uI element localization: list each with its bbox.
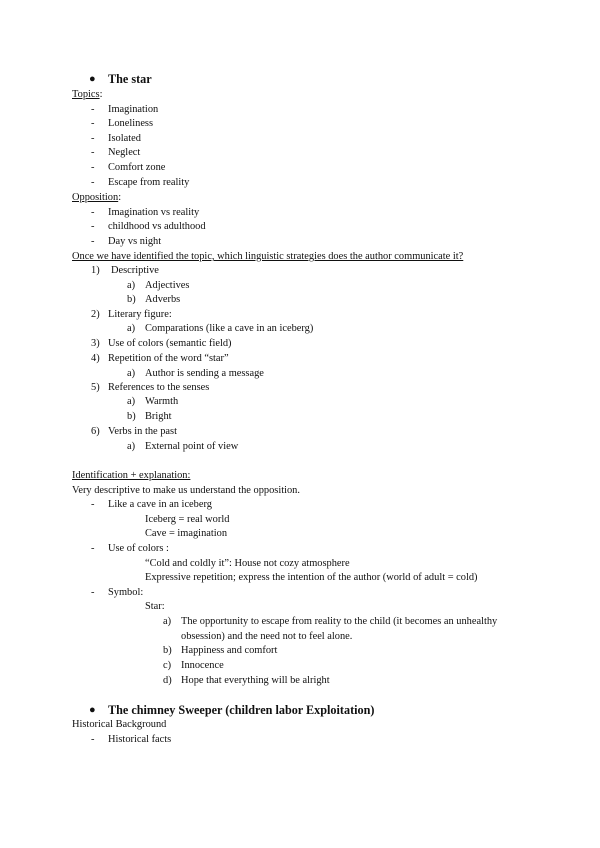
- strategy-item: Repetition of the word “star”: [108, 353, 229, 364]
- strategy-item: References to the senses: [108, 382, 210, 393]
- star-point: Happiness and comfort: [181, 645, 278, 656]
- strategy-subitem: Adverbs: [145, 294, 181, 305]
- bullet-icon: ●: [89, 704, 96, 716]
- list-number: 5): [91, 382, 100, 393]
- opposition-item: Day vs night: [108, 236, 162, 247]
- dash-icon: -: [91, 207, 95, 218]
- list-number: 1): [91, 265, 100, 276]
- background-heading: Historical Background: [72, 719, 167, 730]
- colors-detail: “Cold and coldly it”: House not cozy atmosphere: [145, 558, 350, 569]
- list-letter: b): [127, 411, 136, 422]
- dash-icon: -: [91, 147, 95, 158]
- identification-intro: Very descriptive to make us understand the opposition.: [72, 485, 300, 496]
- strategy-item: Literary figure:: [108, 309, 172, 320]
- strategy-subitem: Author is sending a message: [145, 368, 264, 379]
- list-letter: a): [127, 280, 136, 291]
- strategy-subitem: Comparations (like a cave in an iceberg): [145, 323, 314, 334]
- identification-heading: Identification + explanation:: [72, 470, 191, 481]
- opposition-item: Imagination vs reality: [108, 207, 200, 218]
- strategies-question: Once we have identified the topic, which linguistic strategies does the author communicate it?: [72, 251, 464, 262]
- strategy-subitem: External point of view: [145, 441, 239, 452]
- star-point: Innocence: [181, 660, 224, 671]
- topics-heading: [72, 88, 102, 102]
- list-letter: c): [163, 660, 172, 671]
- opposition-label: Opposition: [72, 192, 119, 203]
- dash-icon: -: [91, 104, 95, 115]
- star-label: Star:: [145, 601, 165, 612]
- dash-icon: -: [91, 499, 95, 510]
- colors-item: Use of colors :: [108, 543, 169, 554]
- strategy-item: Verbs in the past: [108, 426, 177, 437]
- list-letter: a): [127, 368, 136, 379]
- list-letter: b): [163, 645, 172, 656]
- topics-label: Topics: [72, 89, 100, 100]
- list-letter: a): [127, 396, 136, 407]
- star-point: The opportunity to escape from reality to the child (it becomes an unhealthy: [181, 616, 498, 627]
- opposition-heading: [72, 191, 121, 205]
- topics-colon: :: [99, 89, 103, 100]
- list-letter: a): [127, 441, 136, 452]
- topic-item: Comfort zone: [108, 162, 166, 173]
- dash-icon: -: [91, 133, 95, 144]
- dash-icon: -: [91, 177, 95, 188]
- background-item: Historical facts: [108, 734, 172, 745]
- opposition-item: childhood vs adulthood: [108, 221, 206, 232]
- strategy-subitem: Bright: [145, 411, 172, 422]
- dash-icon: -: [91, 543, 95, 554]
- section-title-chimney: The chimney Sweeper (children labor Exploitation): [108, 703, 375, 717]
- star-point-continuation: obsession) and the need not to feel alone.: [181, 631, 353, 642]
- strategy-item: Use of colors (semantic field): [108, 338, 232, 349]
- topic-item: Imagination: [108, 104, 159, 115]
- topic-item: Loneliness: [108, 118, 154, 129]
- strategy-item: Descriptive: [111, 265, 159, 276]
- topic-item: Neglect: [108, 147, 141, 158]
- dash-icon: -: [91, 118, 95, 129]
- star-point: Hope that everything will be alright: [181, 675, 330, 686]
- dash-icon: -: [91, 734, 95, 745]
- cave-item: Like a cave in an iceberg: [108, 499, 212, 510]
- list-letter: a): [163, 616, 172, 627]
- list-letter: a): [127, 323, 136, 334]
- section-title-star: The star: [108, 72, 152, 86]
- bullet-icon: ●: [89, 73, 96, 85]
- cave-detail: Iceberg = real world: [145, 514, 230, 525]
- dash-icon: -: [91, 162, 95, 173]
- topic-item: Escape from reality: [108, 177, 190, 188]
- dash-icon: -: [91, 587, 95, 598]
- cave-detail: Cave = imagination: [145, 528, 228, 539]
- dash-icon: -: [91, 236, 95, 247]
- list-letter: b): [127, 294, 136, 305]
- list-number: 3): [91, 338, 100, 349]
- opposition-colon: :: [118, 192, 122, 203]
- colors-detail: Expressive repetition; express the intention of the author (world of adult = cold): [145, 572, 478, 583]
- topic-item: Isolated: [108, 133, 141, 144]
- strategy-subitem: Warmth: [145, 396, 179, 407]
- list-letter: d): [163, 675, 172, 686]
- list-number: 4): [91, 353, 100, 364]
- list-number: 2): [91, 309, 100, 320]
- strategy-subitem: Adjectives: [145, 280, 190, 291]
- list-number: 6): [91, 426, 100, 437]
- symbol-item: Symbol:: [108, 587, 144, 598]
- dash-icon: -: [91, 221, 95, 232]
